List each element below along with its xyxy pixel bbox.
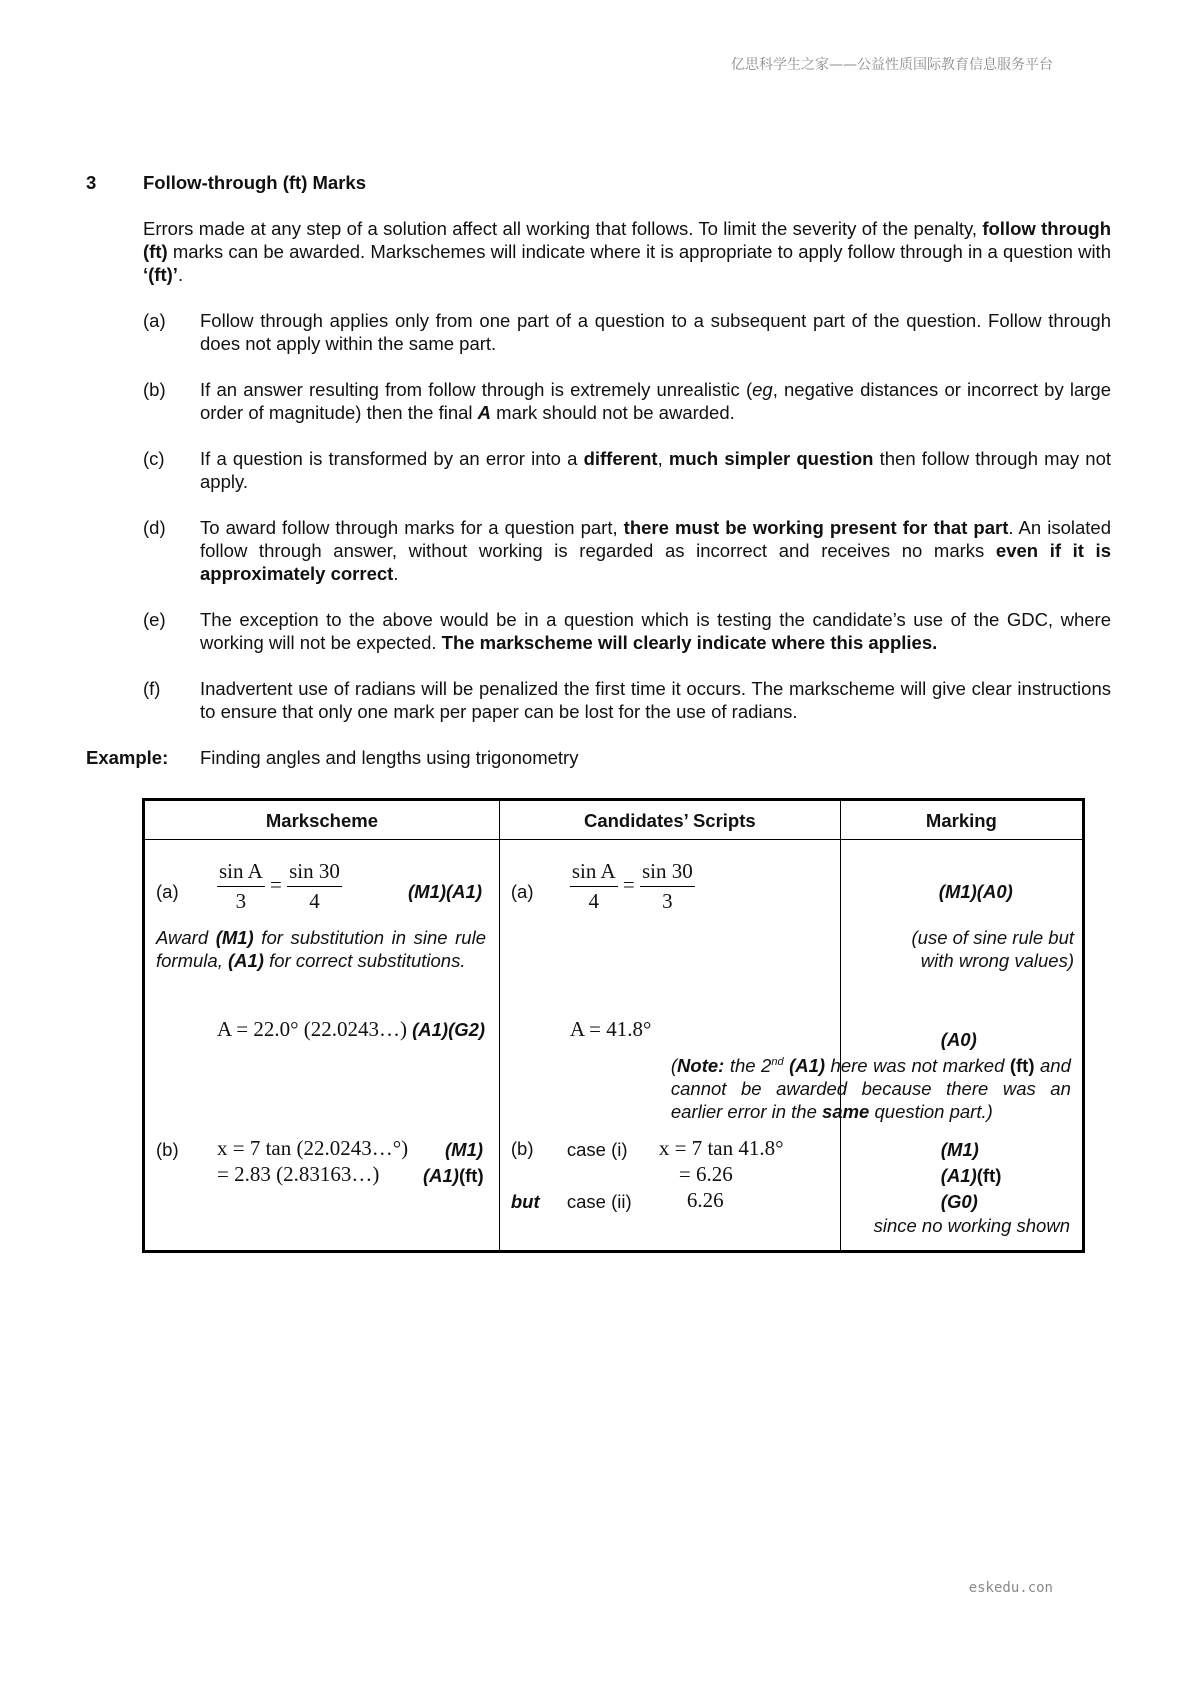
example-table: [142, 798, 1085, 1253]
item-label: (b): [143, 379, 166, 400]
example-text: Finding angles and lengths using trigonometry: [200, 747, 579, 768]
markscheme-cell: [144, 840, 500, 1252]
watermark: 亿思科学生之家——公益性质国际教育信息服务平台: [731, 57, 1053, 73]
section-heading: [86, 171, 1111, 194]
item-text: To award follow through marks for a question part, there must be working present for that part. An isolated follow through answer, without working is regarded as incorrect and receives no marks even if it is approximately correct.: [200, 517, 1111, 584]
intro-paragraph: [143, 217, 1111, 286]
item-label: (f): [143, 678, 161, 699]
intro-ft: ‘(ft)’: [143, 264, 178, 285]
marks-a: (M1)(A1): [408, 881, 482, 902]
header-candidates-scripts: Candidates’ Scripts: [499, 800, 840, 840]
example-label: Example:: [86, 747, 169, 768]
marks-a: (M1)(A0): [938, 881, 1013, 902]
marks-a1-ft: (A1)(ft): [423, 1165, 484, 1186]
item-label: (a): [143, 310, 166, 331]
part-label: (a): [156, 881, 179, 902]
list-item: [143, 608, 1111, 654]
marking-note: (Note: the 2nd (A1) here was not marked (ft) and cannot be awarded because there was an earlier error in the same question part.): [670, 1055, 1071, 1123]
case-label: case (ii): [566, 1191, 632, 1212]
footer-url: eskedu.con: [968, 1580, 1053, 1596]
x-equation: x = 7 tan 41.8°: [658, 1136, 784, 1160]
marks-g0: (G0): [940, 1191, 978, 1212]
item-text: If an answer resulting from follow through is extremely unrealistic (eg, negative distances or incorrect by large order of magnitude) then the final A mark should not be awarded.: [200, 379, 1111, 423]
case-label: case (i): [566, 1139, 628, 1160]
list-item: [143, 309, 1111, 355]
angle-answer: A = 22.0° (22.0243…) (A1)(G2): [217, 1017, 486, 1041]
marks-m1: (M1): [940, 1139, 979, 1160]
intro-bold: follow through (ft): [143, 218, 1111, 262]
marks-m1: (M1): [445, 1139, 484, 1160]
award-note: Award (M1) for substitution in sine rule formula, (A1) for correct substitutions.: [156, 927, 486, 971]
sine-rule-equation: $\frac{\text{sin A}}{3}$ = $\frac{\sin 30}{4}$: [219, 859, 340, 913]
marking-comment: (use of sine rule but with wrong values): [911, 927, 1074, 971]
intro-text-2: marks can be awarded. Markschemes will indicate where it is appropriate to apply follow through in a question with: [167, 241, 1111, 262]
item-text: Inadvertent use of radians will be penalized the first time it occurs. The markscheme will give clear instructions to ensure that only one mark per paper can be lost for the use of radians.: [200, 678, 1111, 722]
part-label: (b): [156, 1139, 179, 1160]
part-label: (b): [510, 1138, 534, 1159]
example-line: [86, 746, 1111, 769]
item-text: If a question is transformed by an error into a different, much simpler question then follow through may not apply.: [200, 448, 1111, 492]
intro-text: Errors made at any step of a solution affect all working that follows. To limit the severity of the penalty,: [143, 218, 977, 239]
item-label: (e): [143, 609, 166, 630]
document-body: [86, 171, 1111, 769]
table-header-row: [144, 800, 1084, 840]
marks-a0: (A0): [940, 1029, 977, 1050]
x-value: = 6.26: [678, 1162, 733, 1186]
list-item: [143, 378, 1111, 424]
item-text: The exception to the above would be in a question which is testing the candidate’s use of the GDC, where working will not be expected. The markscheme will clearly indicate where this applies.: [200, 609, 1111, 653]
but-label: but: [510, 1191, 540, 1212]
section-number: 3: [86, 172, 97, 193]
x-equation: x = 7 tan (22.0243…°): [217, 1136, 409, 1160]
x-value: = 2.83 (2.83163…): [217, 1162, 380, 1186]
header-markscheme: Markscheme: [144, 800, 500, 840]
item-label: (c): [143, 448, 165, 469]
item-label: (d): [143, 517, 166, 538]
part-label: (a): [510, 881, 534, 902]
list-item: [143, 516, 1111, 585]
section-title: Follow-through (ft) Marks: [143, 172, 366, 193]
marking-comment: since no working shown: [873, 1215, 1070, 1236]
angle-answer: A = 41.8°: [569, 1017, 652, 1041]
list-item: [143, 677, 1111, 723]
rules-list: [143, 309, 1111, 723]
sine-rule-equation: $\frac{\text{sin A}}{4}$ = $\frac{\sin 30}{3}$: [571, 859, 693, 913]
list-item: [143, 447, 1111, 493]
x-value: 6.26: [686, 1188, 724, 1212]
marks-a1-ft: (A1)(ft): [940, 1165, 1002, 1186]
marking-cell: [840, 840, 1083, 1252]
header-marking: Marking: [840, 800, 1083, 840]
intro-end: .: [177, 264, 184, 285]
item-text: Follow through applies only from one part of a question to a subsequent part of the question. Follow through does not apply within the same part.: [200, 310, 1111, 354]
table-row: [144, 840, 1084, 1252]
